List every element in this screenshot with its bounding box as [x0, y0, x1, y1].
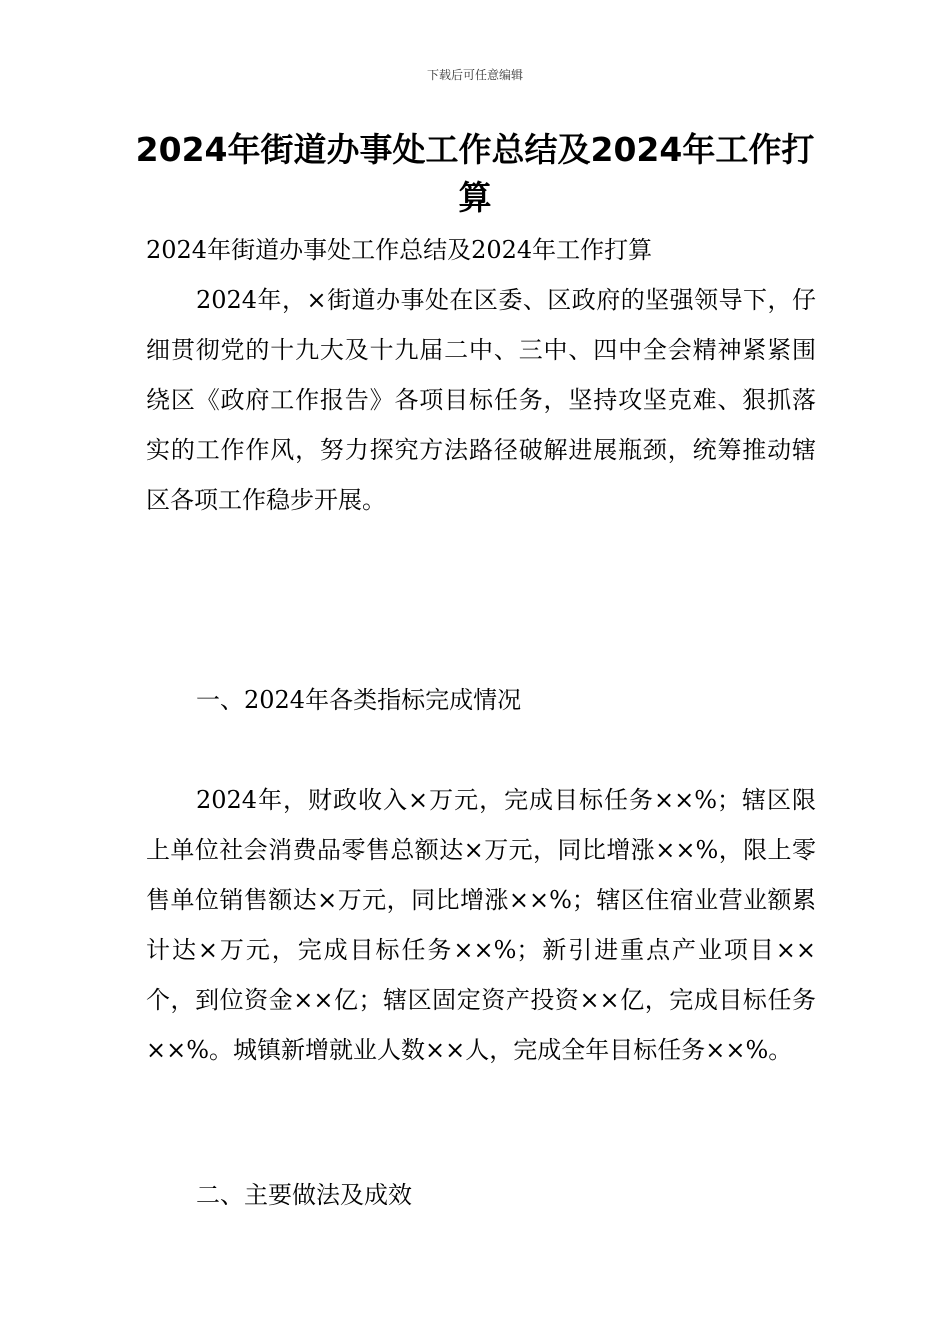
section-1-heading: 一、2024年各类指标完成情况 — [196, 686, 522, 714]
section-1-body: 2024年，财政收入×万元，完成目标任务××%；辖区限上单位社会消费品零售总额达×万元，同比增涨××%，限上零售单位销售额达×万元，同比增涨××%；辖区住宿业营业额累计达×万元，完成目标任务××%；新引进重点产业项目××个，到位资金××亿；辖区固定资产投资××亿，完成目标任务××%。城镇新增就业人数××人，完成全年目标任务××%。 — [146, 786, 816, 1064]
intro-paragraph: 2024年，×街道办事处在区委、区政府的坚强领导下，仔细贯彻党的十九大及十九届二中、三中、四中全会精神紧紧围绕区《政府工作报告》各项目标任务，坚持攻坚克难、狠抓落实的工作作风，努力探究方法路径破解进展瓶颈，统筹推动辖区各项工作稳步开展。 — [146, 286, 816, 514]
document-subtitle: 2024年街道办事处工作总结及2024年工作打算 — [146, 236, 653, 264]
document-title: 2024年街道办事处工作总结及2024年工作打算 — [135, 130, 815, 217]
section-2-heading: 二、主要做法及成效 — [196, 1181, 412, 1209]
page-header-note: 下载后可任意编辑 — [426, 68, 523, 82]
